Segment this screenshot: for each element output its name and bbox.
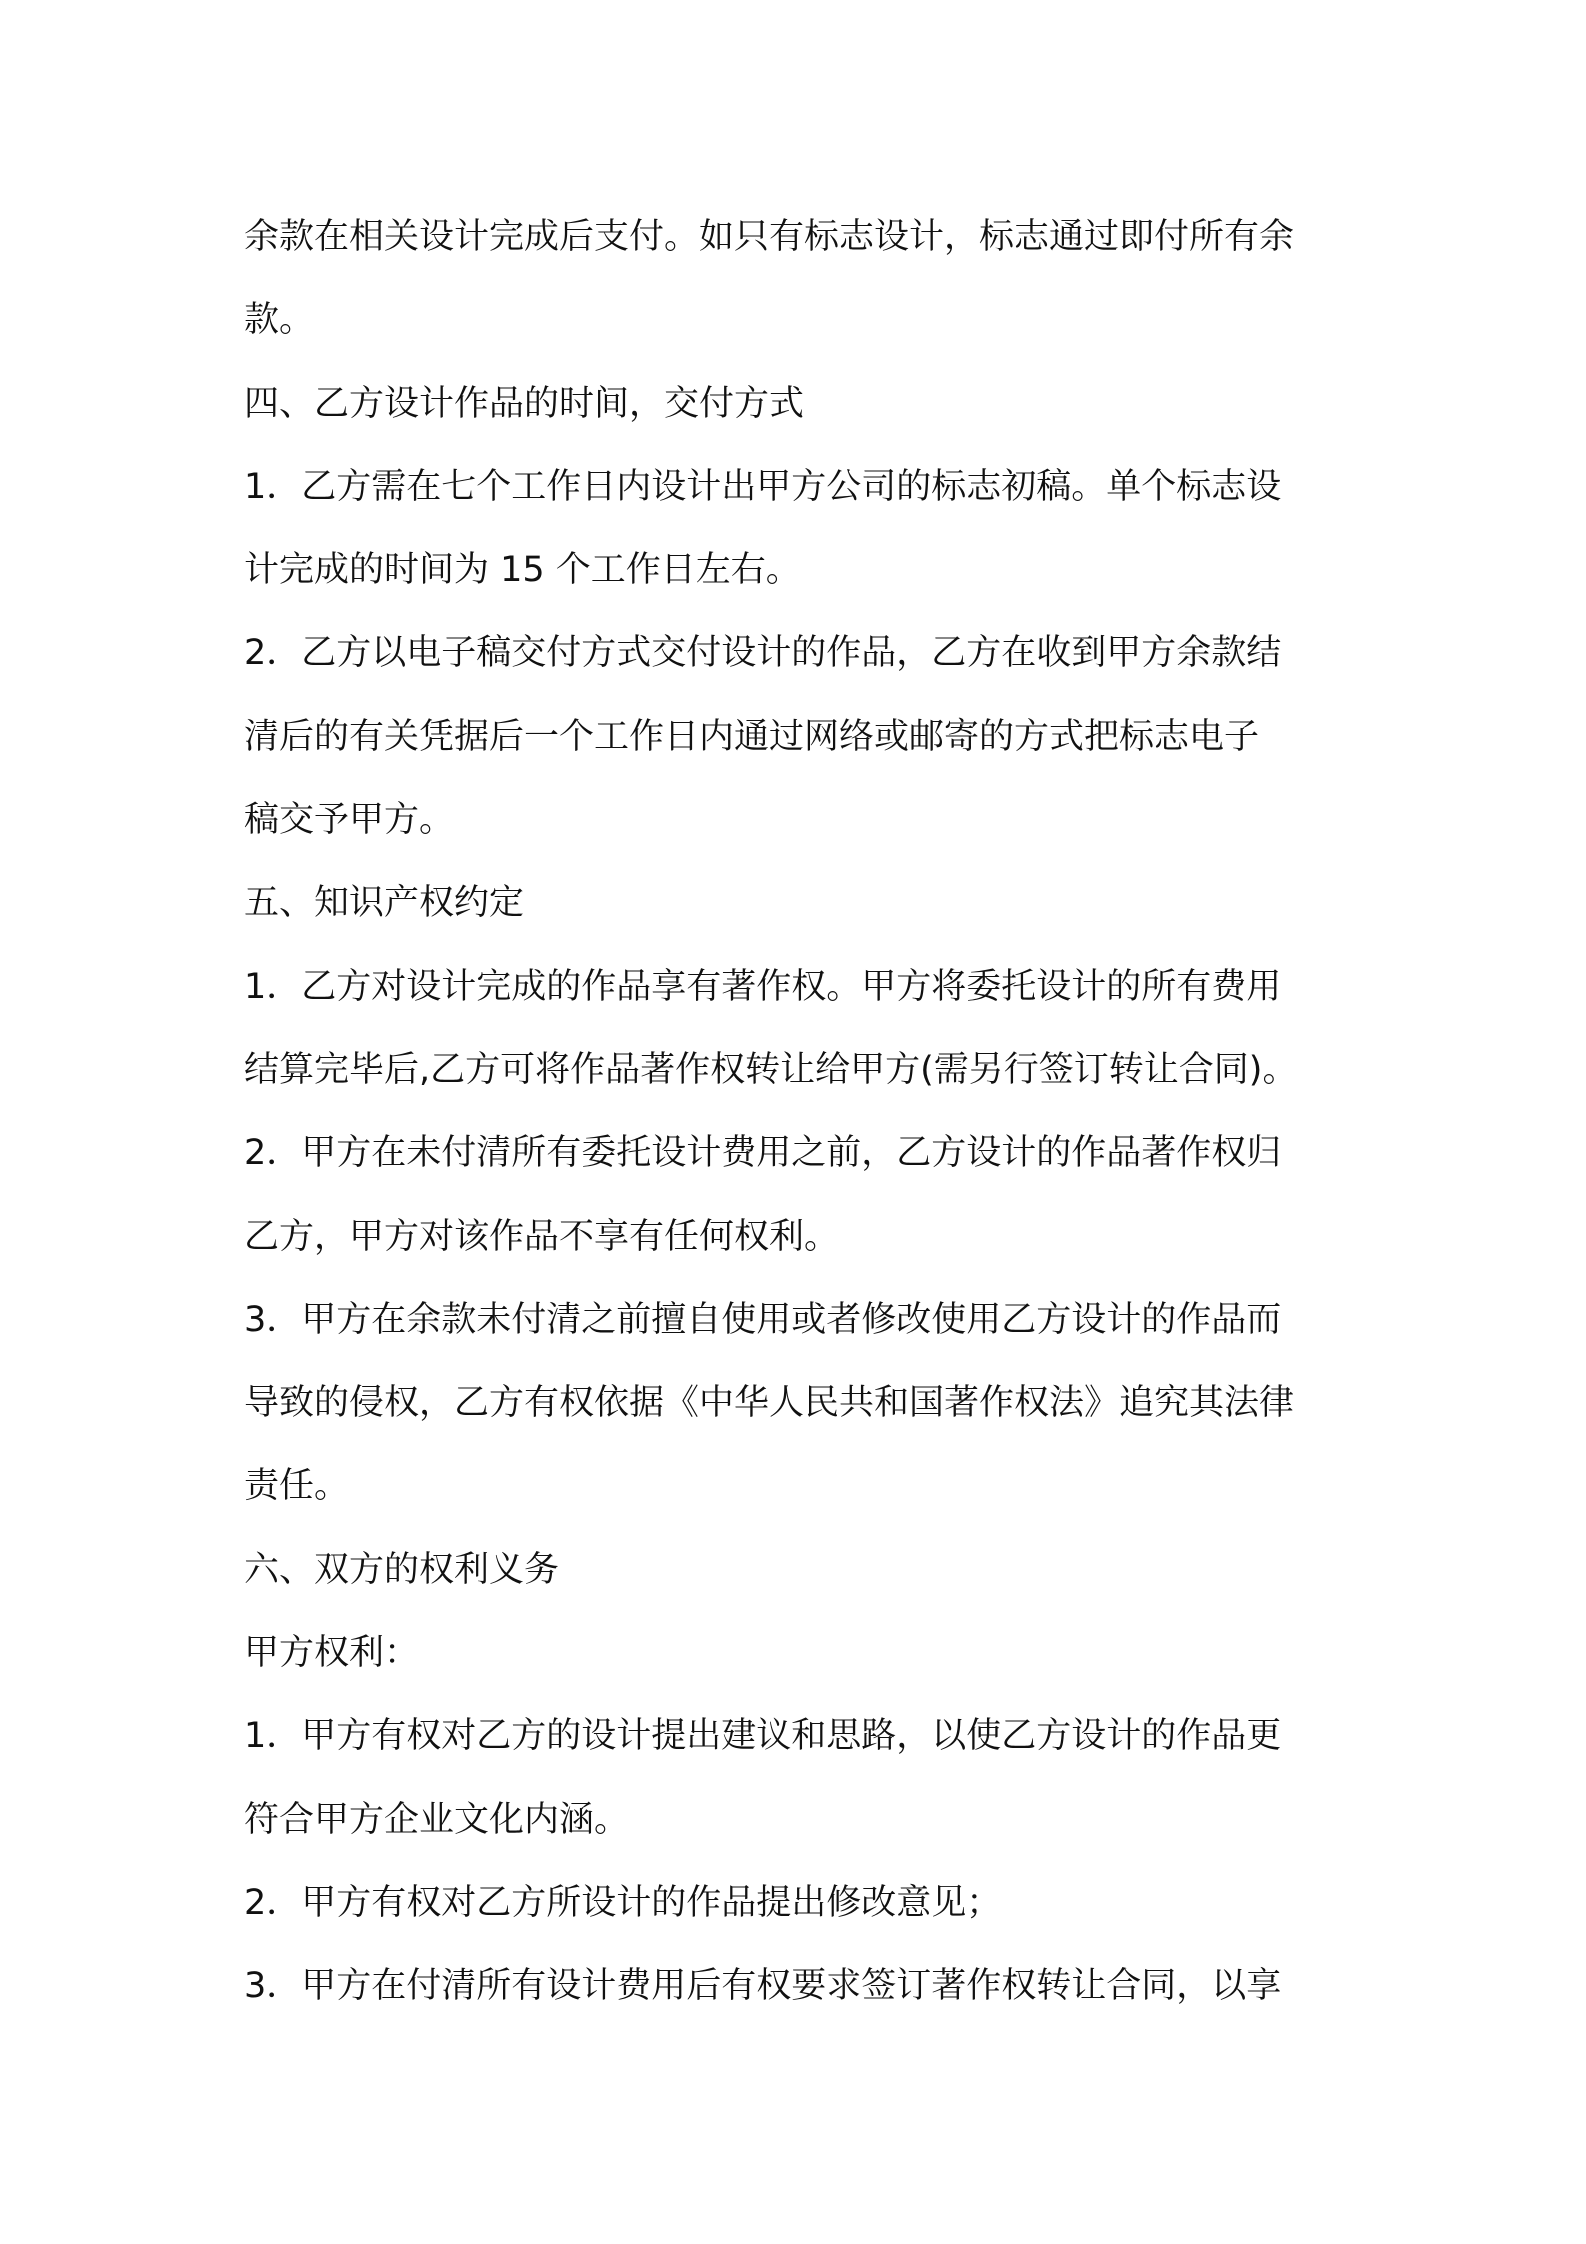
text-line: 稿交予甲方。 <box>244 800 455 841</box>
text-line: 1．乙方对设计完成的作品享有著作权。甲方将委托设计的所有费用 <box>244 966 1282 1007</box>
text-line: 3．甲方在余款未付清之前擅自使用或者修改使用乙方设计的作品而 <box>244 1299 1282 1340</box>
section-heading: 五、知识产权约定 <box>244 883 525 924</box>
subsection-heading: 甲方权利： <box>244 1633 420 1674</box>
text-line: 2．乙方以电子稿交付方式交付设计的作品，乙方在收到甲方余款结 <box>244 633 1282 674</box>
text-line: 清后的有关凭据后一个工作日内通过网络或邮寄的方式把标志电子 <box>244 716 1260 757</box>
text-line: 导致的侵权，乙方有权依据《中华人民共和国著作权法》追究其法律 <box>244 1383 1295 1424</box>
text-line: 结算完毕后,乙方可将作品著作权转让给甲方(需另行签订转让合同)。 <box>244 1049 1298 1090</box>
text-line: 2．甲方在未付清所有委托设计费用之前，乙方设计的作品著作权归 <box>244 1133 1282 1174</box>
text-line: 计完成的时间为 15 个工作日左右。 <box>244 550 801 591</box>
document-body <box>244 196 1374 2029</box>
text-line: 3．甲方在付清所有设计费用后有权要求签订著作权转让合同，以享 <box>244 1966 1282 2007</box>
text-line: 2．甲方有权对乙方所设计的作品提出修改意见； <box>244 1882 1002 1923</box>
text-line: 符合甲方企业文化内涵。 <box>244 1799 630 1840</box>
text-line: 款。 <box>244 300 315 341</box>
text-line: 余款在相关设计完成后支付。如只有标志设计，标志通过即付所有余 <box>244 217 1295 257</box>
section-heading: 四、乙方设计作品的时间，交付方式 <box>244 383 805 424</box>
text-line: 乙方，甲方对该作品不享有任何权利。 <box>244 1216 840 1257</box>
text-line: 责任。 <box>244 1466 350 1507</box>
section-heading: 六、双方的权利义务 <box>244 1549 560 1590</box>
text-line: 1．乙方需在七个工作日内设计出甲方公司的标志初稿。单个标志设 <box>244 466 1282 507</box>
text-line: 1．甲方有权对乙方的设计提出建议和思路，以使乙方设计的作品更 <box>244 1716 1282 1757</box>
